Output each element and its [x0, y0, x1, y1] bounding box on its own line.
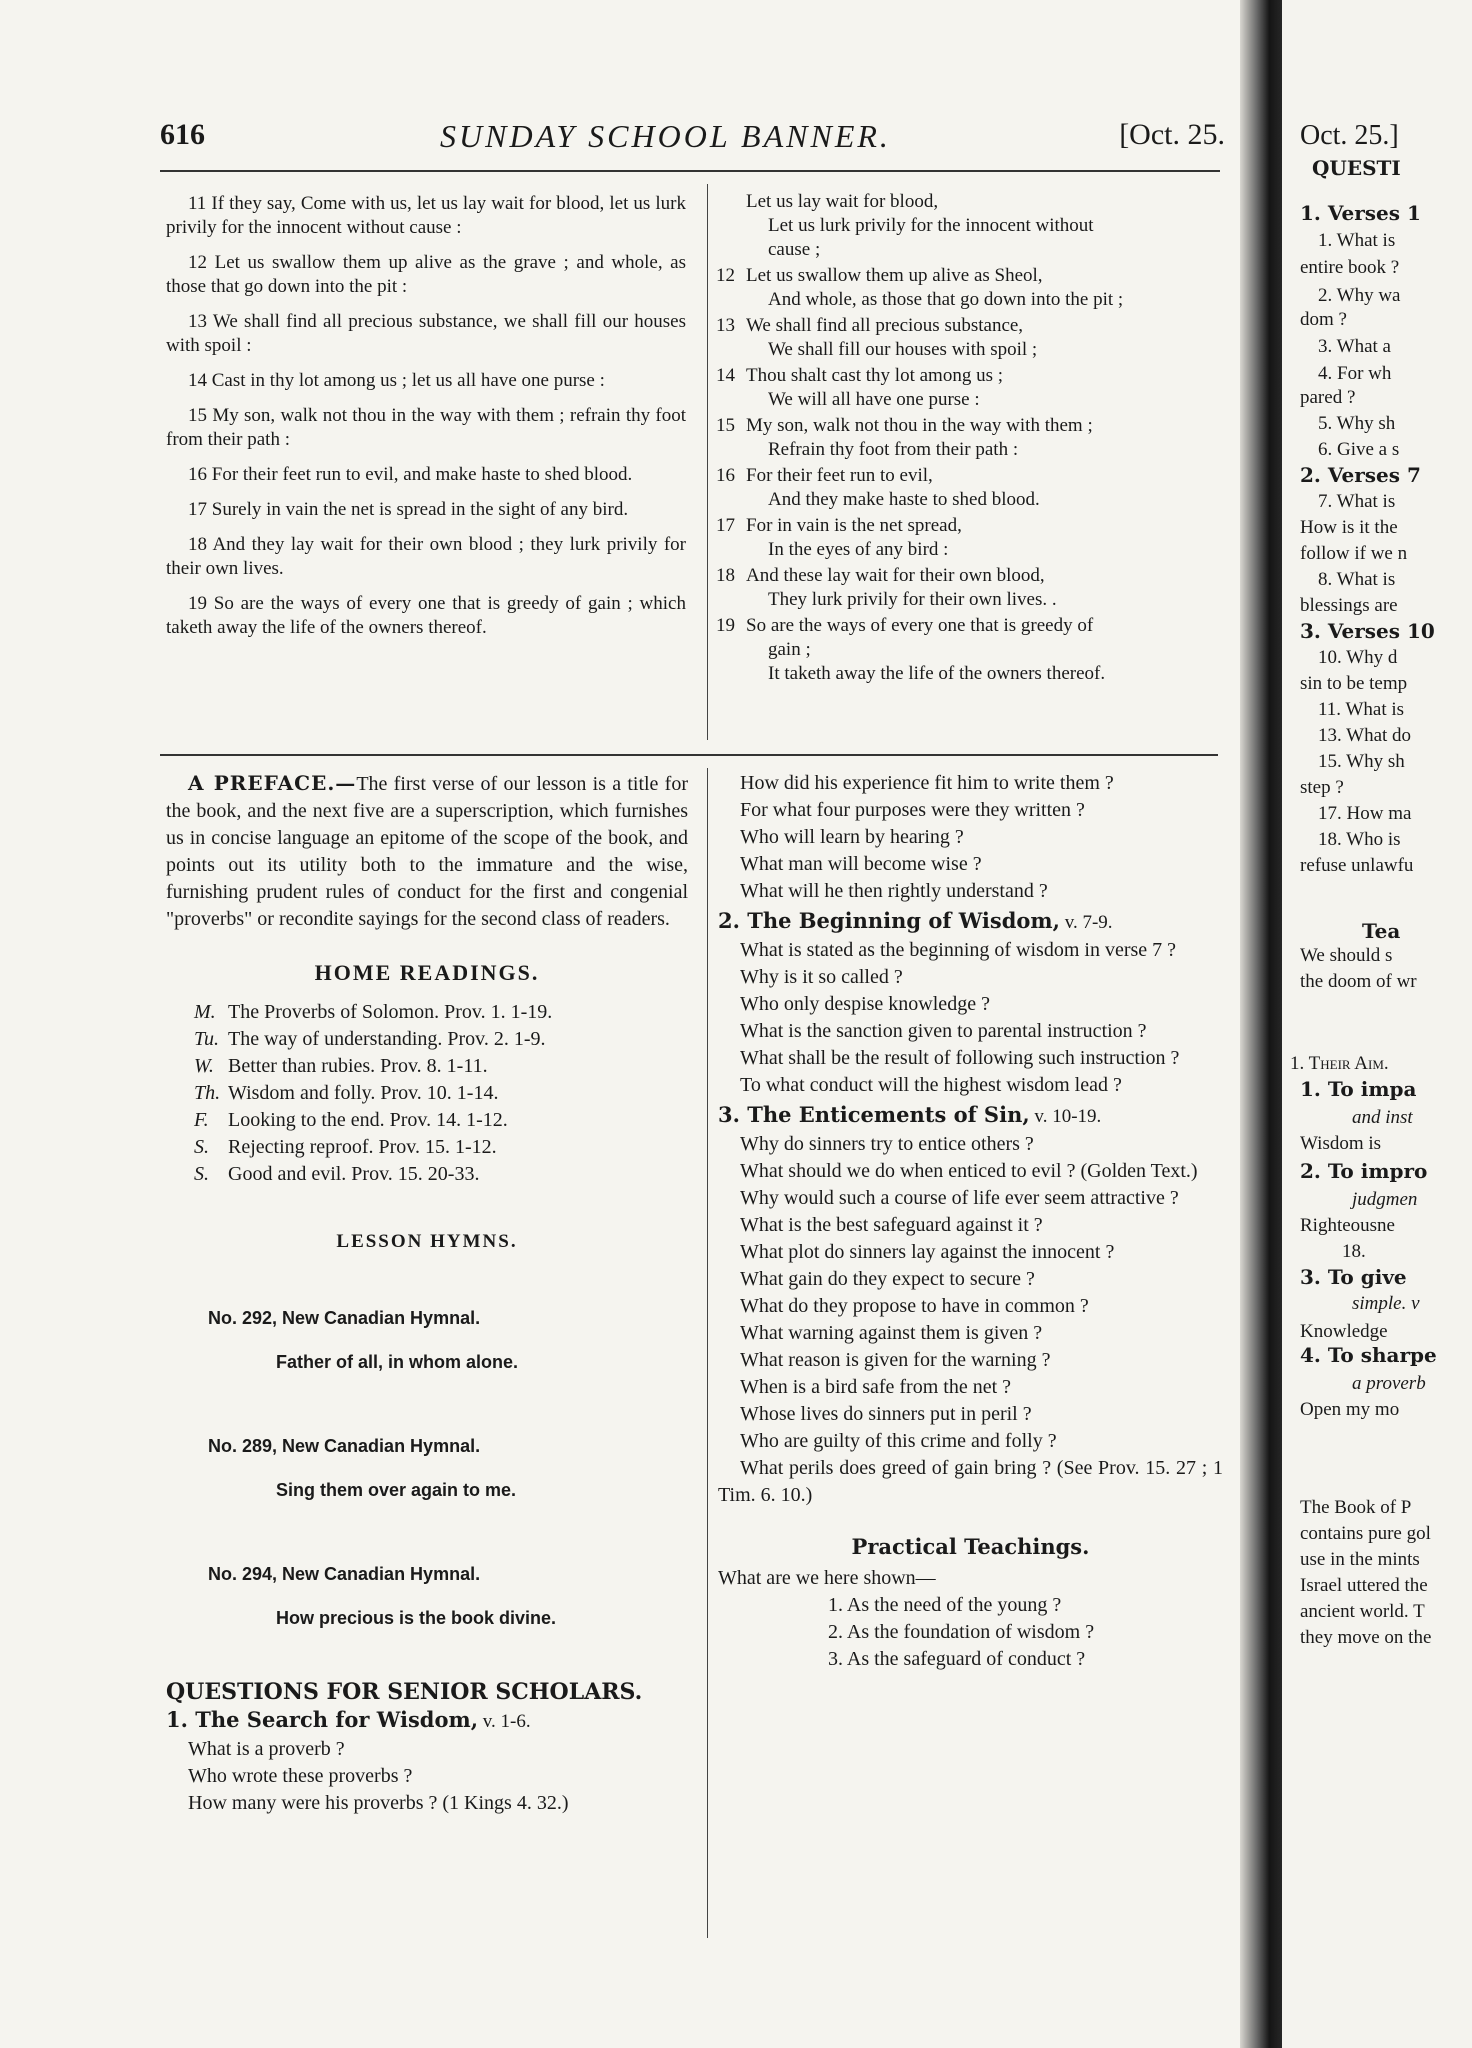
right-page-line: Righteousne: [1300, 1215, 1395, 1236]
verse-line: My son, walk not thou in the way with them ;: [746, 415, 1093, 436]
question: What is the sanction given to parental instruction ?: [740, 1020, 1147, 1042]
right-page-line: Tea: [1362, 919, 1401, 943]
lower-left-column: [166, 770, 688, 1817]
right-page-line: 18.: [1342, 1241, 1366, 1262]
question: What gain do they expect to secure ?: [740, 1268, 1035, 1290]
book-gutter: [1240, 0, 1282, 2048]
right-page-line: follow if we n: [1300, 543, 1408, 564]
right-page-line: use in the mints: [1300, 1549, 1420, 1570]
home-readings-heading: HOME READINGS.: [314, 960, 540, 985]
right-page-line: 15. Why sh: [1318, 751, 1405, 772]
verse-line: gain ;: [768, 639, 811, 660]
reading-item: [166, 1161, 688, 1188]
verse-line: And whole, as those that go down into the pit ;: [768, 289, 1124, 310]
right-page-line: contains pure gol: [1300, 1523, 1431, 1544]
right-page-line: sin to be temp: [1300, 673, 1408, 694]
page-header: [160, 118, 1225, 166]
verse-number: 16: [188, 464, 207, 485]
header-rule: [160, 170, 1220, 172]
verse-line: They lurk privily for their own lives. .: [768, 589, 1057, 610]
reading-item: [166, 1134, 688, 1161]
reading-text: Rejecting reproof. Prov. 15. 1-12.: [228, 1136, 497, 1158]
practical-item: 3. As the safeguard of conduct ?: [828, 1648, 1086, 1670]
question: When is a bird safe from the net ?: [740, 1376, 1012, 1398]
rv-verse: [716, 364, 1228, 412]
right-page-line: Israel uttered the: [1300, 1575, 1428, 1596]
section2-ref: v. 7-9.: [1059, 912, 1113, 933]
reading-day: S.: [194, 1163, 209, 1185]
right-page-line: 4. To sharpe: [1300, 1343, 1437, 1367]
right-page-line: 13. What do: [1318, 725, 1412, 746]
verse-number: 12: [188, 252, 207, 273]
right-page-line: 18. Who is: [1318, 829, 1401, 850]
section2-questions: [718, 937, 1223, 1099]
rv-verse: [716, 564, 1228, 612]
verse-text: Cast in thy lot among us ; let us all have one purse :: [211, 370, 605, 391]
reading-day: Tu.: [194, 1028, 220, 1050]
question: What plot do sinners lay against the innocent ?: [740, 1241, 1115, 1263]
right-page-line: 2. Verses 7: [1300, 463, 1421, 487]
kjv-verse: [166, 463, 686, 487]
column-divider-top: [707, 184, 708, 740]
hymn-title: How precious is the book divine.: [276, 1608, 557, 1628]
right-page-line: 1. Their Aim.: [1290, 1053, 1389, 1074]
verse-number: 15: [188, 405, 207, 426]
hymn-number: No. 294, New Canadian Hymnal.: [208, 1564, 481, 1584]
right-page-line: We should s: [1300, 945, 1393, 966]
right-page-line: dom ?: [1300, 309, 1347, 330]
verse-line: So are the ways of every one that is greedy of: [746, 615, 1094, 636]
reading-text: Looking to the end. Prov. 14. 1-12.: [228, 1109, 508, 1131]
question: What man will become wise ?: [740, 853, 982, 875]
question: Whose lives do sinners put in peril ?: [740, 1403, 1032, 1425]
kjv-verse: [166, 369, 686, 393]
reading-item: [166, 999, 688, 1026]
question: What perils does greed of gain bring ? (See Prov. 15. 27 ; 1 Tim. 6. 10.): [718, 1457, 1223, 1506]
section2-title: 2. The Beginning of Wisdom,: [718, 908, 1060, 933]
verse-line: Let us swallow them up alive as Sheol,: [746, 265, 1043, 286]
rv-verse: [716, 314, 1228, 362]
section1-questions: [166, 1736, 688, 1817]
preface-text: The first verse of our lesson is a title for the book, and the next five are a superscription, which furnishes us in concise language an epitome of the scope of the book, and points out its utility both to the immature and the wise, furnishing prudent rules of conduct for the first and congenial "proverbs" or recondite sayings for the second class of readers.: [166, 773, 689, 930]
kjv-verse: [166, 592, 686, 640]
verse-text: For their feet run to evil, and make haste to shed blood.: [211, 464, 633, 485]
reading-day: W.: [194, 1055, 214, 1077]
right-page-line: 2. Why wa: [1318, 285, 1401, 306]
question: What is stated as the beginning of wisdom in verse 7 ?: [740, 939, 1177, 961]
question: What is a proverb ?: [188, 1738, 345, 1760]
section1-ref: v. 1-6.: [478, 1711, 531, 1732]
right-page-line: 4. For wh: [1318, 363, 1392, 384]
question: Who wrote these proverbs ?: [188, 1765, 413, 1787]
right-page-line: 10. Why d: [1318, 647, 1398, 668]
question: Why would such a course of life ever seem attractive ?: [740, 1187, 1179, 1209]
verse-line: We will all have one purse :: [768, 389, 980, 410]
verse-line: cause ;: [768, 239, 821, 260]
question: How did his experience fit him to write them ?: [740, 772, 1114, 794]
verse-number: 13: [188, 311, 207, 332]
right-page-line: 2. To impro: [1300, 1159, 1428, 1183]
hymn-title: Sing them over again to me.: [276, 1480, 517, 1500]
question: To what conduct will the highest wisdom lead ?: [740, 1074, 1122, 1096]
reading-item: [166, 1107, 688, 1134]
hymn-title: Father of all, in whom alone.: [276, 1352, 519, 1372]
verse-line: Refrain thy foot from their path :: [768, 439, 1019, 460]
verse-text: If they say, Come with us, let us lay wait for blood, let us lurk privily for the innocent without cause :: [166, 193, 687, 238]
verse-line: Let us lay wait for blood,: [746, 191, 939, 212]
preface-heading: A PREFACE.—: [188, 771, 357, 795]
question: Why do sinners try to entice others ?: [740, 1133, 1034, 1155]
right-page-fragment: [1282, 0, 1472, 2048]
page-number: 616: [160, 118, 205, 151]
kjv-verse: [166, 310, 686, 358]
verse-number: 17: [716, 515, 735, 536]
section3-heading: [718, 1103, 1223, 1129]
right-page-line: 3. To give: [1300, 1265, 1407, 1289]
section3-questions: [718, 1131, 1223, 1509]
question: What will he then rightly understand ?: [740, 880, 1048, 902]
kjv-verse: [166, 498, 686, 522]
right-page-line: 1. What is: [1318, 230, 1396, 251]
lesson-hymns-heading: LESSON HYMNS.: [336, 1231, 518, 1252]
section1-heading: [166, 1708, 688, 1734]
kjv-verse: [166, 533, 686, 581]
rv-verse: [716, 264, 1228, 312]
kjv-verse: [166, 251, 686, 299]
verse-line: For in vain is the net spread,: [746, 515, 962, 536]
question: For what four purposes were they written ?: [740, 799, 1085, 821]
question: Who will learn by hearing ?: [740, 826, 964, 848]
reading-day: M.: [194, 1001, 216, 1023]
rv-verse: [716, 414, 1228, 462]
right-page-line: QUESTI: [1312, 156, 1401, 180]
verse-text: So are the ways of every one that is greedy of gain ; which taketh away the life of the owners thereof.: [166, 593, 686, 638]
rv-verse: [716, 190, 1228, 262]
question: Who only despise knowledge ?: [740, 993, 990, 1015]
right-page-date: Oct. 25.]: [1300, 120, 1399, 151]
question: Why is it so called ?: [740, 966, 903, 988]
right-page-line: blessings are: [1300, 595, 1398, 616]
rv-verse: [716, 464, 1228, 512]
right-page-line: simple. v: [1352, 1293, 1420, 1314]
verse-line: And these lay wait for their own blood,: [746, 565, 1045, 586]
right-page-line: 11. What is: [1318, 699, 1405, 720]
section3-ref: v. 10-19.: [1029, 1106, 1102, 1127]
verse-number: 11: [188, 193, 207, 214]
verse-line: Thou shalt cast thy lot among us ;: [746, 365, 1004, 386]
verse-number: 17: [188, 499, 207, 520]
question: What warning against them is given ?: [740, 1322, 1043, 1344]
right-page-line: Wisdom is: [1300, 1133, 1382, 1154]
preface: [166, 770, 688, 933]
right-page-line: 1. To impa: [1300, 1077, 1417, 1101]
column-divider-bottom: [707, 768, 708, 1938]
right-page-line: 1. Verses 1: [1300, 201, 1421, 225]
reading-day: F.: [194, 1109, 209, 1131]
reading-item: [166, 1053, 688, 1080]
right-page-line: Knowledge: [1300, 1321, 1388, 1342]
reading-text: The way of understanding. Prov. 2. 1-9.: [228, 1028, 546, 1050]
practical-item: 2. As the foundation of wisdom ?: [828, 1621, 1095, 1643]
rv-verse: [716, 614, 1228, 686]
verse-number: 13: [716, 315, 735, 336]
right-page-line: 17. How ma: [1318, 803, 1412, 824]
right-page-line: a proverb: [1352, 1373, 1426, 1394]
hymn-number: No. 292, New Canadian Hymnal.: [208, 1308, 481, 1328]
right-page-line: the doom of wr: [1300, 971, 1417, 992]
right-page-line: refuse unlawfu: [1300, 855, 1414, 876]
practical-teachings-heading: Practical Teachings.: [851, 1534, 1090, 1559]
section2-heading: [718, 909, 1223, 935]
right-page-line: 6. Give a s: [1318, 439, 1400, 460]
lesson-hymns-list: [166, 1306, 688, 1630]
right-page-line: 3. What a: [1318, 336, 1391, 357]
verse-line: We shall fill our houses with spoil ;: [768, 339, 1038, 360]
right-page-line: entire book ?: [1300, 257, 1400, 278]
verse-text: We shall find all precious substance, we shall fill our houses with spoil :: [166, 311, 686, 356]
right-page-line: 5. Why sh: [1318, 413, 1396, 434]
reading-day: S.: [194, 1136, 209, 1158]
verse-number: 14: [188, 370, 207, 391]
verse-number: 12: [716, 265, 735, 286]
home-readings-list: [166, 999, 688, 1188]
right-page-line: Open my mo: [1300, 1399, 1400, 1420]
verse-text: Surely in vain the net is spread in the sight of any bird.: [211, 499, 629, 520]
right-page-line: How is it the: [1300, 517, 1398, 538]
verse-line: And they make haste to shed blood.: [768, 489, 1040, 510]
senior-questions-heading: QUESTIONS FOR SENIOR SCHOLARS.: [166, 1679, 643, 1705]
verse-number: 18: [716, 565, 735, 586]
kjv-verses: [166, 192, 686, 651]
reading-item: [166, 1026, 688, 1053]
right-page-line: and inst: [1352, 1107, 1413, 1128]
practical-list: [718, 1592, 1223, 1673]
verse-line: Let us lurk privily for the innocent without: [768, 215, 1094, 236]
practical-item: 1. As the need of the young ?: [828, 1594, 1062, 1616]
question: Who are guilty of this crime and folly ?: [740, 1430, 1057, 1452]
lower-right-column: [718, 770, 1223, 1673]
right-page-line: step ?: [1300, 777, 1344, 798]
kjv-verse: [166, 192, 686, 240]
verse-text: Let us swallow them up alive as the grave ; and whole, as those that go down into the pit :: [166, 252, 686, 297]
verse-number: 14: [716, 365, 735, 386]
right-page-line: they move on the: [1300, 1627, 1432, 1648]
kjv-verse: [166, 404, 686, 452]
verse-line: It taketh away the life of the owners thereof.: [768, 663, 1106, 684]
section1-questions-continued: [718, 770, 1223, 905]
practical-intro: What are we here shown—: [718, 1567, 936, 1589]
reading-text: Wisdom and folly. Prov. 10. 1-14.: [228, 1082, 499, 1104]
section1-title: 1. The Search for Wisdom,: [166, 1707, 479, 1732]
reading-day: Th.: [194, 1082, 221, 1104]
reading-item: [166, 1080, 688, 1107]
right-page-line: 7. What is: [1318, 491, 1396, 512]
hymn-number: No. 289, New Canadian Hymnal.: [208, 1436, 481, 1456]
rv-verses: [716, 190, 1228, 688]
reading-text: Better than rubies. Prov. 8. 1-11.: [228, 1055, 488, 1077]
verse-text: And they lay wait for their own blood ; they lurk privily for their own lives.: [166, 534, 686, 579]
question: What is the best safeguard against it ?: [740, 1214, 1043, 1236]
reading-text: Good and evil. Prov. 15. 20-33.: [228, 1163, 480, 1185]
verse-number: 15: [716, 415, 735, 436]
verse-line: In the eyes of any bird :: [768, 539, 949, 560]
right-page-line: 3. Verses 10: [1300, 619, 1435, 643]
verse-line: We shall find all precious substance,: [746, 315, 1024, 336]
page-date: [Oct. 25.: [1119, 118, 1225, 151]
verse-number: 19: [188, 593, 207, 614]
rv-verse: [716, 514, 1228, 562]
right-page-line: 8. What is: [1318, 569, 1396, 590]
verse-line: For their feet run to evil,: [746, 465, 933, 486]
question: What should we do when enticed to evil ? (Golden Text.): [740, 1160, 1198, 1182]
right-page-line: The Book of P: [1300, 1497, 1412, 1518]
right-page-line: ancient world. T: [1300, 1601, 1425, 1622]
page-title: SUNDAY SCHOOL BANNER.: [440, 118, 891, 154]
question: What do they propose to have in common ?: [740, 1295, 1089, 1317]
verse-number: 16: [716, 465, 735, 486]
question: How many were his proverbs ? (1 Kings 4. 32.): [188, 1792, 569, 1814]
verse-number: 19: [716, 615, 735, 636]
verse-number: 18: [188, 534, 207, 555]
verse-text: My son, walk not thou in the way with them ; refrain thy foot from their path :: [166, 405, 687, 450]
reading-text: The Proverbs of Solomon. Prov. 1. 1-19.: [228, 1001, 553, 1023]
section3-title: 3. The Enticements of Sin,: [718, 1102, 1030, 1127]
right-page-line: judgmen: [1352, 1189, 1418, 1210]
right-page-line: pared ?: [1300, 387, 1356, 408]
question: What shall be the result of following such instruction ?: [740, 1047, 1180, 1069]
section-rule: [160, 754, 1218, 756]
question: What reason is given for the warning ?: [740, 1349, 1051, 1371]
